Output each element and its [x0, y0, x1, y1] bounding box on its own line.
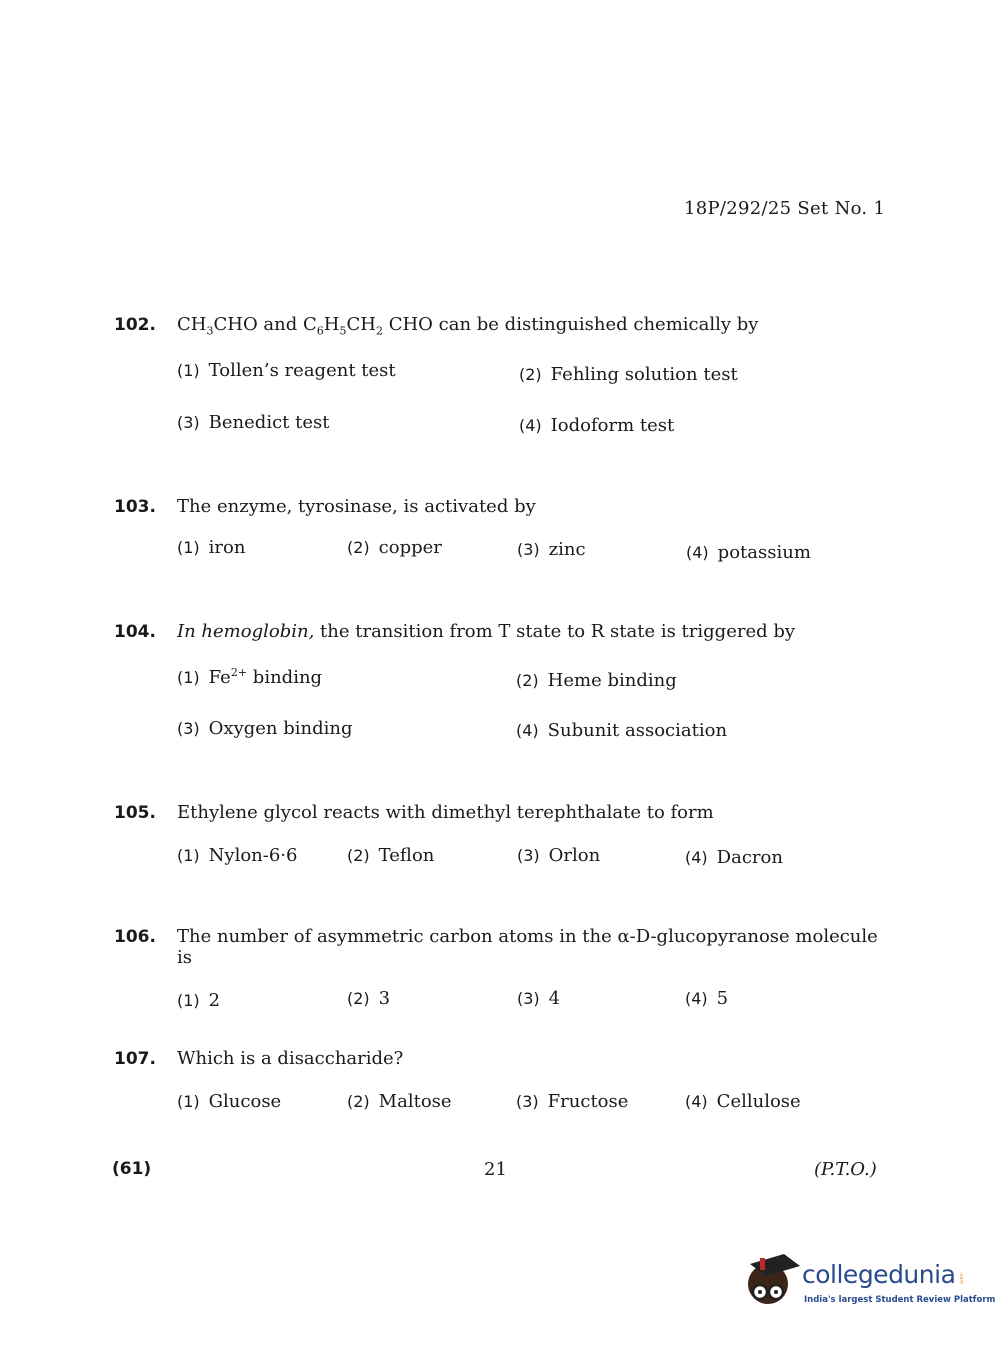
question-text: The enzyme, tyrosinase, is activated by [177, 496, 536, 517]
option-1: (1) $Fe^{2+}$ binding [177, 666, 323, 688]
question-102 [114, 314, 894, 436]
question-number: 103. [114, 497, 156, 517]
question-text: Which is a disaccharide? [177, 1048, 404, 1069]
option-4: (4) potassium [686, 542, 811, 563]
mascot-icon [742, 1248, 802, 1310]
page-number: 21 [484, 1159, 507, 1180]
option-1: (1) Tollen’s reagent test [177, 359, 396, 381]
option-4: (4) Subunit association [516, 720, 728, 741]
option-2: (2) 3 [347, 988, 391, 1009]
please-turn-over: (P.T.O.) [814, 1159, 877, 1180]
option-2: (2) Fehling solution test [519, 363, 738, 385]
brand-tagline: India's largest Student Review Platform [804, 1295, 996, 1305]
option-3: (3) Fructose [516, 1091, 629, 1112]
option-3: (3) 4 [517, 988, 561, 1009]
question-text: $CH_3CHO$ and $C_6H_5CH_2$ CHO can be distinguished chemically by [177, 314, 759, 338]
question-104 [114, 621, 894, 741]
question-106 [114, 926, 894, 1011]
brand-dotcom: .com [958, 1272, 964, 1285]
question-number: 104. [114, 622, 156, 642]
option-2: (2) Maltose [347, 1091, 452, 1112]
option-1: (1) Nylon-6·6 [177, 845, 298, 866]
question-number: 105. [114, 803, 156, 823]
option-3: (3) Orlon [517, 845, 601, 866]
option-1: (1) Glucose [177, 1091, 282, 1112]
collegedunia-watermark [742, 1248, 996, 1318]
brand-name: collegedunia [802, 1260, 956, 1289]
option-4: (4) Iodoform test [519, 414, 675, 436]
question-number: 107. [114, 1049, 156, 1069]
option-3: (3) Benedict test [177, 411, 330, 433]
option-4: (4) 5 [685, 988, 729, 1009]
question-105 [114, 802, 894, 868]
question-number: 102. [114, 315, 156, 335]
option-2: (2) copper [347, 537, 442, 558]
option-4: (4) Dacron [685, 847, 783, 868]
question-text: In hemoglobin, the transition from T state to R state is triggered by [177, 621, 796, 642]
option-3: (3) Oxygen binding [177, 718, 353, 739]
option-1: (1) iron [177, 537, 246, 558]
question-text: Ethylene glycol reacts with dimethyl terephthalate to form [177, 802, 714, 823]
question-text: The number of asymmetric carbon atoms in the α-D-glucopyranose molecule is [177, 926, 878, 968]
question-103 [114, 496, 894, 563]
question-107 [114, 1048, 894, 1112]
option-4: (4) Cellulose [685, 1091, 801, 1112]
question-number: 106. [114, 927, 156, 947]
option-2: (2) Teflon [347, 845, 435, 866]
option-3: (3) zinc [517, 539, 586, 560]
paper-code: 18P/292/25 Set No. 1 [684, 198, 886, 219]
option-1: (1) 2 [177, 990, 221, 1011]
option-2: (2) Heme binding [516, 670, 677, 691]
booklet-code: (61) [112, 1159, 152, 1179]
